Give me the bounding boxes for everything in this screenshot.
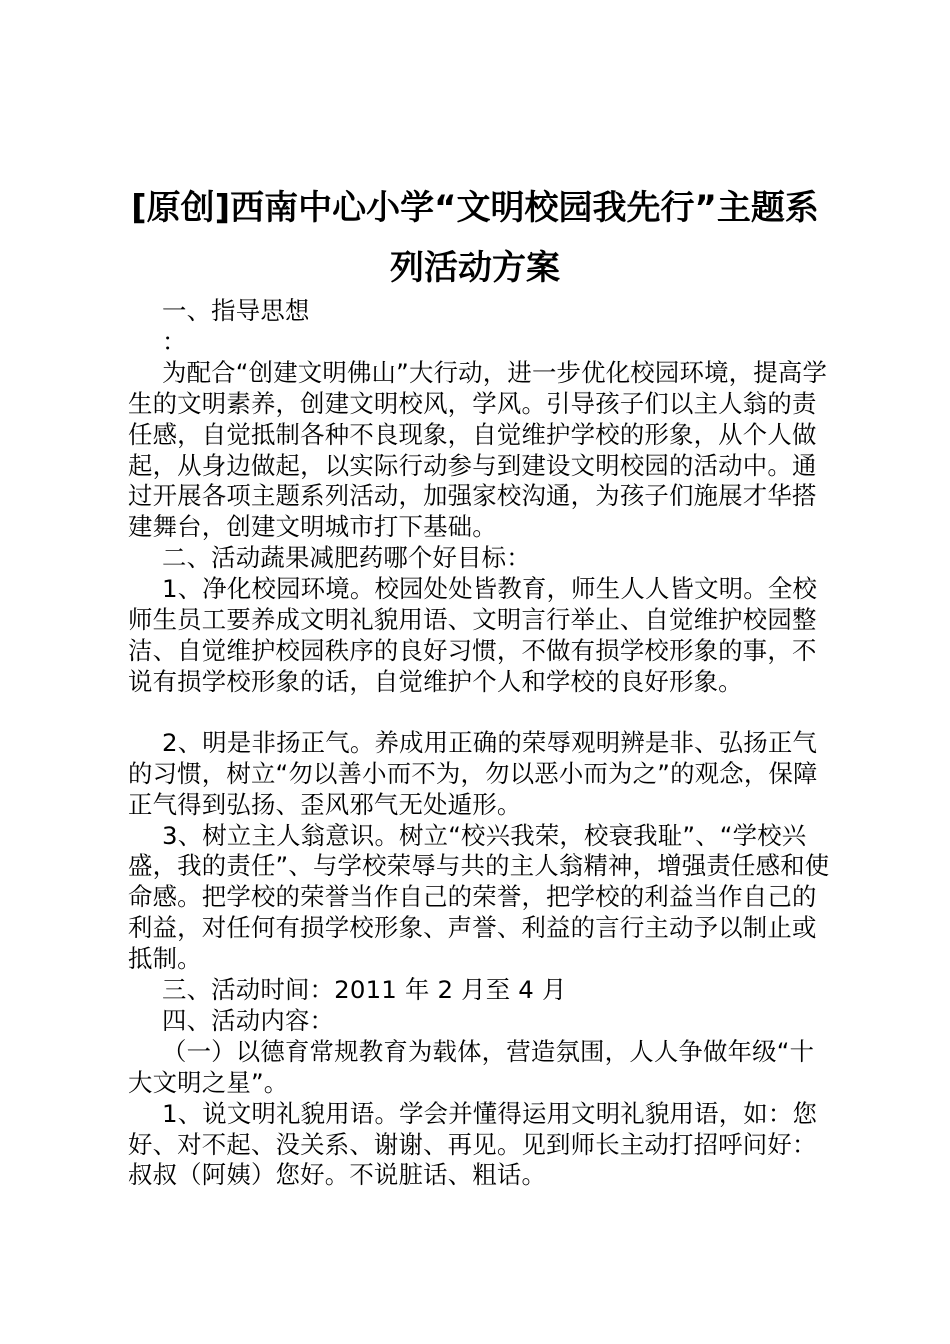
title-line-1: [原创]西南中心小学“文明校园我先行”主题系 [131,188,819,228]
blank-line [128,698,833,728]
title-line-2: 列活动方案 [390,248,560,288]
paragraph-content-1: （一）以德育常规教育为载体，营造氛围，人人争做年级“十大文明之星”。 [128,1036,815,1097]
paragraph-goal-1: 1、净化校园环境。校园处处皆教育，师生人人皆文明。全校师生员工要养成文明礼貌用语、文明言行举止、自觉维护校园整洁、自觉维护校园秩序的良好习惯，不做有损学校形象的事，不说有损学校形象的话，自觉维护个人和学校的良好形象。 [128,574,818,696]
paragraph-goal-3: 3、树立主人翁意识。树立“校兴我荣，校衰我耻”、“学校兴盛，我的责任”、与学校荣辱与共的主人翁精神，增强责任感和使命感。把学校的荣誉当作自己的荣誉，把学校的利益当作自己的利益，对任何有损学校形象、声誉、利益的言行主动予以制止或抵制。 [128,820,830,974]
section-heading-guiding-thought: 一、指导思想 [162,296,310,325]
section-heading-content: 四、活动内容： [162,1005,335,1035]
document-title [100,178,850,298]
colon-line: ： [162,326,187,356]
paragraph-intro: 为配合“创建文明佛山”大行动，进一步优化校园环境，提高学生的文明素养，创建文明校风，学风。引导孩子们以主人翁的责任感，自觉抵制各种不良现象，自觉维护学校的形象，从个人做起，从身边做起，以实际行动参与到建设文明校园的活动中。通过开展各项主题系列活动，加强家校沟通，为孩子们施展才华搭建舞台，创建文明城市打下基础。 [128,357,828,542]
paragraph-content-1-item-1: 1、说文明礼貌用语。学会并懂得运用文明礼貌用语，如：您好、对不起、没关系、谢谢、再见。见到师长主动打招呼问好：叔叔（阿姨）您好。不说脏话、粗话。 [128,1098,818,1190]
section-heading-goals: 二、活动蔬果减肥药哪个好目标： [162,543,531,573]
document-body [128,296,833,1191]
section-heading-time: 三、活动时间：2011 年 2 月至 4 月 [162,975,567,1005]
paragraph-goal-2: 2、明是非扬正气。养成用正确的荣辱观明辨是非、弘扬正气的习惯，树立“勿以善小而不为，勿以恶小而为之”的观念，保障正气得到弘扬、歪风邪气无处遁形。 [128,727,818,819]
